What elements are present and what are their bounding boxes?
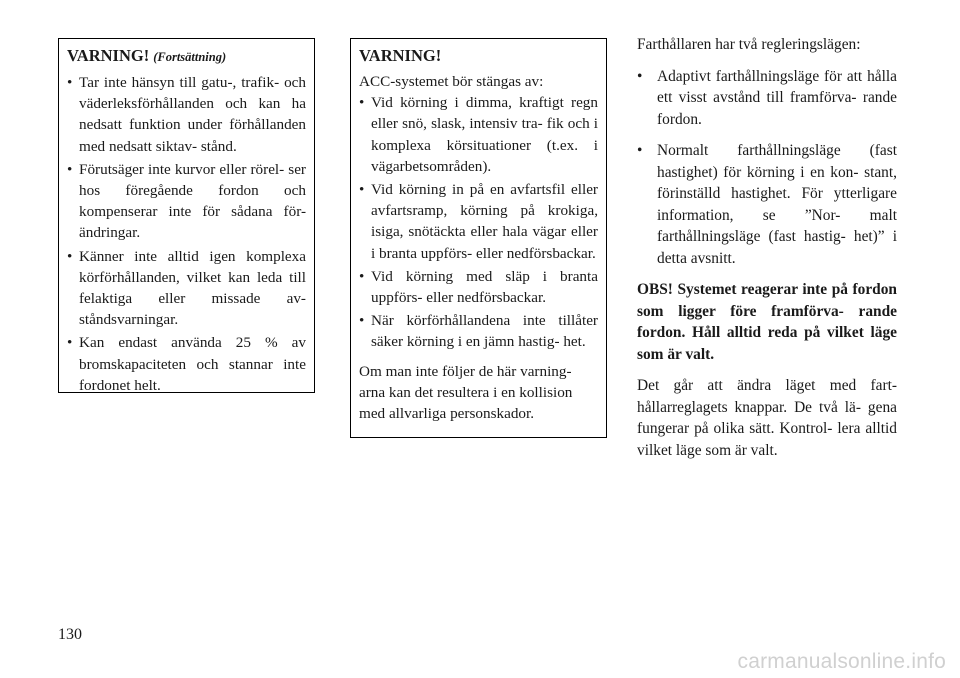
warning-box-acc xyxy=(350,38,607,438)
list-item xyxy=(67,332,306,396)
body-paragraph: Det går att ändra läget med fart- hållarreglagets knappar. De två lä- gena fungerar på olika sätt. Kontrol- lera alltid vilket läge som är valt. xyxy=(637,377,897,459)
list-item-text: Kan endast använda 25 % av bromskapaciteten och stannar inte fordonet helt. xyxy=(79,334,306,394)
modes-list xyxy=(637,66,897,270)
warning-title-text: VARNING! xyxy=(67,46,150,65)
modes-intro: Farthållaren har två regleringslägen: xyxy=(637,36,861,53)
watermark: carmanualsonline.info xyxy=(737,650,946,673)
note-paragraph: OBS! Systemet reagerar inte på fordon som ligger före framförva- rande fordon. Håll alltid reda på vilket läge som är valt. xyxy=(637,281,897,363)
bullet-icon: • xyxy=(67,247,73,265)
bullet-icon: • xyxy=(67,334,73,352)
warning-list xyxy=(359,92,598,352)
list-item-text: När körförhållandena inte tillåter säker körning i en jämn hastig- het. xyxy=(371,312,598,351)
list-item-text: Känner inte alltid igen komplexa körförhållanden, vilket kan leda till felaktiga eller missade av- ståndsvarningar. xyxy=(79,247,306,329)
bullet-icon: • xyxy=(359,94,365,112)
bullet-icon: • xyxy=(359,181,365,199)
list-item xyxy=(67,72,306,157)
warning-consequence: Om man inte följer de här varning- arna kan det resultera i en kollision med allvarliga personskador. xyxy=(359,362,573,423)
bullet-icon: • xyxy=(359,312,365,330)
list-item xyxy=(359,92,598,177)
body-column xyxy=(637,34,897,471)
list-item xyxy=(637,66,897,131)
list-item xyxy=(67,246,306,331)
warning-title: VARNING! xyxy=(359,46,442,65)
list-item-text: Vid körning i dimma, kraftigt regn eller snö, slask, intensiv tra- fik och i komplexa körsituationer (t.ex. i vägarbetsområden). xyxy=(371,94,598,175)
list-item xyxy=(359,179,598,264)
list-item xyxy=(359,310,598,352)
warning-intro: ACC-systemet bör stängas av: xyxy=(359,73,544,90)
list-item-text: Adaptivt farthållningsläge för att hålla ett visst avstånd till framförva- rande fordon. xyxy=(657,67,897,128)
continuation-label: (Fortsättning) xyxy=(153,50,227,64)
bullet-icon: • xyxy=(67,74,73,91)
list-item xyxy=(637,140,897,269)
list-item xyxy=(359,266,598,308)
bullet-icon: • xyxy=(637,142,643,159)
page-number: 130 xyxy=(58,626,82,643)
list-item-text: Förutsäger inte kurvor eller rörel- ser hos föregående fordon och kompenserar inte för sådana för- ändringar. xyxy=(79,160,306,242)
warning-list xyxy=(67,72,306,396)
bullet-icon: • xyxy=(637,67,643,85)
warning-box-continued xyxy=(58,38,315,393)
list-item-text: Normalt farthållningsläge (fast hastighet) för körning i en kon- stant, förinställd hastighet. För ytterligare information, se ”Nor- malt farthållningsläge (fast hastig- het)” i detta avsnitt. xyxy=(657,142,897,267)
bullet-icon: • xyxy=(359,267,365,285)
list-item xyxy=(67,159,306,244)
warning-title xyxy=(67,45,306,68)
bullet-icon: • xyxy=(67,160,73,178)
list-item-text: Vid körning med släp i branta uppförs- eller nedförsbackar. xyxy=(371,267,598,307)
list-item-text: Vid körning in på en avfartsfil eller avfartsramp, körning på krokiga, isiga, snötäckta eller hala vägar eller i branta uppförs- eller nedförsbackar. xyxy=(371,181,598,262)
list-item-text: Tar inte hänsyn till gatu-, trafik- och väderleksförhållanden och kan ha nedsatt funktion under förhållanden med nedsatt siktav- stånd. xyxy=(79,74,306,155)
